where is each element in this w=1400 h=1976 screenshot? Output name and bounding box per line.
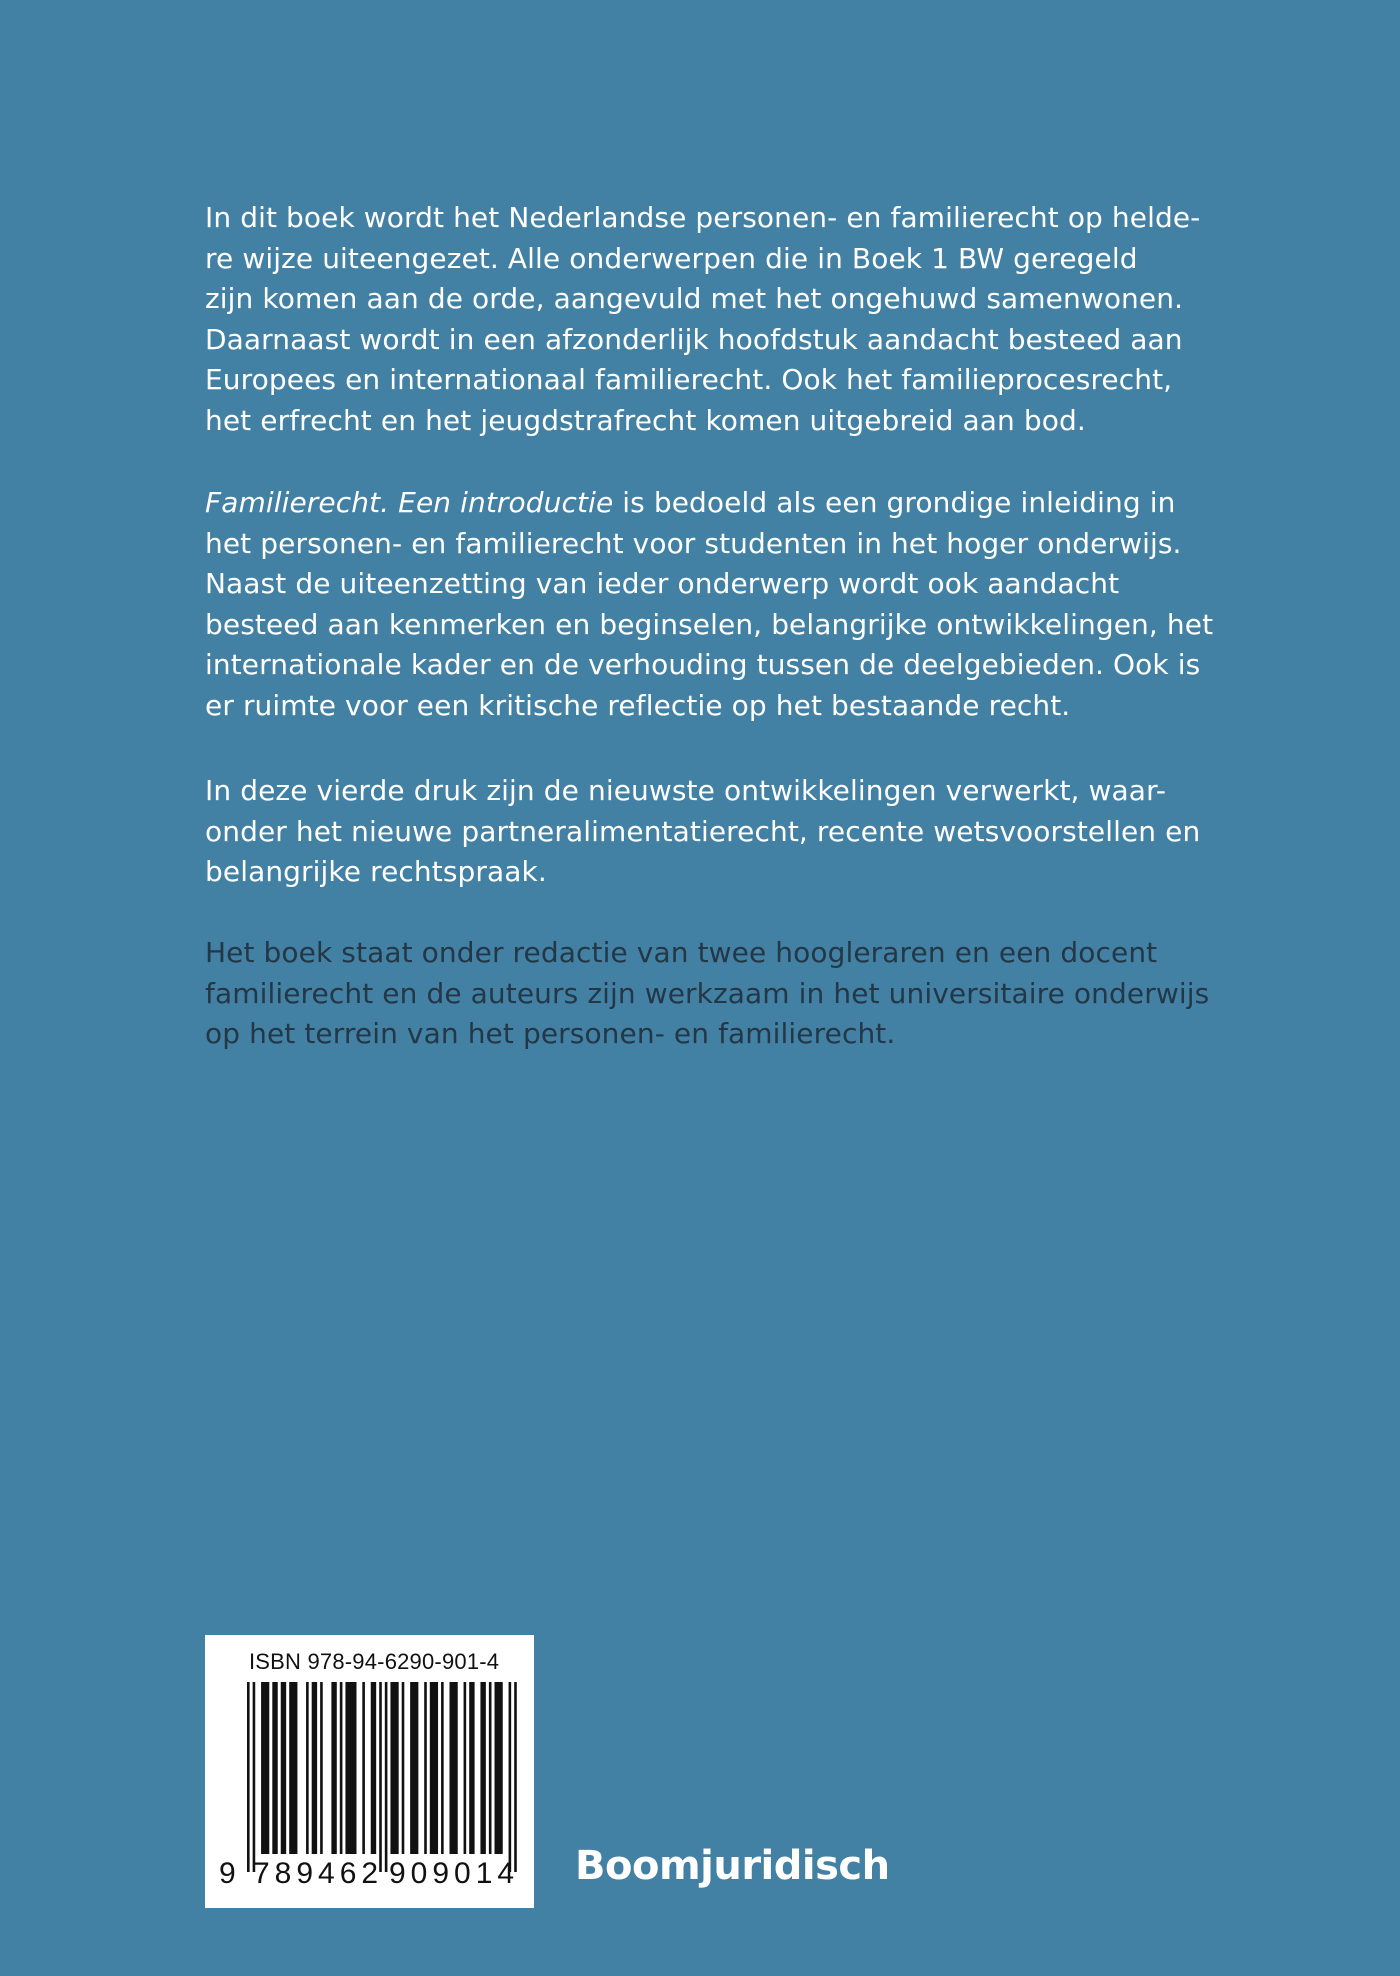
barcode-bar: [261, 1682, 269, 1854]
barcode-bar: [410, 1682, 418, 1854]
blurb-line: belangrijke rechtspraak.: [205, 855, 547, 888]
blurb-line: besteed aan kenmerken en beginselen, belangrijke ontwikkelingen, het: [205, 607, 1214, 641]
blurb-line: het personen- en familierecht voor studenten in het hoger onderwijs.: [205, 526, 1182, 560]
blurb-line: Daarnaast wordt in een afzonderlijk hoofdstuk aandacht besteed aan: [205, 322, 1183, 356]
barcode-bar: [306, 1682, 309, 1854]
barcode-guard-bar: [514, 1682, 517, 1872]
blurb-line: internationale kader en de verhouding tussen de deelgebieden. Ook is: [205, 648, 1201, 681]
barcode-bar: [320, 1682, 323, 1854]
blurb-line: het erfrecht en het jeugdstrafrecht komen uitgebreid aan bod.: [205, 403, 1086, 437]
barcode-guard-bar: [379, 1682, 382, 1872]
barcode-bar: [489, 1682, 492, 1854]
blurb-paragraph-1: [205, 198, 1205, 441]
blurb-line: In deze vierde druk zijn de nieuwste ontwikkelingen verwerkt, waar-: [205, 774, 1167, 807]
barcode-bar: [430, 1682, 438, 1854]
blurb-line: Naast de uiteenzetting van ieder onderwerp wordt ook aandacht: [205, 567, 1120, 600]
blurb-line: familierecht en de auteurs zijn werkzaam in het universitaire onderwijs: [205, 976, 1210, 1010]
blurb-line: zijn komen aan de orde, aangevuld met het ongehuwd samenwonen.: [205, 282, 1184, 315]
blurb-line: Europees en internationaal familierecht. Ook het familieprocesrecht,: [205, 363, 1173, 396]
barcode-bar: [469, 1682, 474, 1854]
barcode-bar: [495, 1682, 503, 1854]
blurb-paragraph-4: [205, 933, 1210, 1055]
blurb-line: [205, 483, 1205, 524]
ean-left-digits: 789462: [253, 1857, 384, 1890]
book-title-italic: Familierecht. Een introductie: [205, 486, 614, 519]
barcode-bar: [424, 1682, 427, 1854]
blurb-line: op het terrein van het personen- en familierecht.: [205, 1017, 896, 1050]
barcode-bar: [272, 1682, 277, 1854]
barcode-guard-bar: [247, 1682, 250, 1872]
barcode-bar: [480, 1682, 485, 1854]
barcode-bar: [345, 1682, 356, 1854]
publisher-logo: Boomjuridisch: [575, 1843, 890, 1889]
isbn-barcode-box: [205, 1635, 534, 1908]
barcode-bar: [402, 1682, 405, 1854]
barcode-bar: [362, 1682, 365, 1854]
blurb-line: Het boek staat onder redactie van twee hoogleraren en een docent: [205, 936, 1158, 969]
blurb-line-rest: is bedoeld als een grondige inleiding in: [613, 486, 1176, 519]
blurb-line: er ruimte voor een kritische reflectie op het bestaande recht.: [205, 688, 1071, 722]
barcode-bar: [281, 1682, 286, 1854]
blurb-paragraph-2: [205, 483, 1214, 726]
barcode-bar: [312, 1682, 317, 1854]
ean-right-digits: 909014: [389, 1857, 520, 1890]
barcode-bar: [340, 1682, 343, 1854]
barcode-bar: [371, 1682, 376, 1854]
isbn-label: ISBN 978-94-6290-901-4: [249, 1649, 500, 1674]
barcode-guard-bar: [253, 1682, 256, 1872]
barcode-guard-bar: [385, 1682, 388, 1872]
ean-first-digit: 9: [219, 1857, 236, 1890]
barcode-bar: [331, 1682, 336, 1854]
barcode-bar: [289, 1682, 297, 1854]
barcode-bar: [390, 1682, 398, 1854]
blurb-line: In dit boek wordt het Nederlandse personen- en familierecht op helde-: [205, 201, 1201, 234]
blurb-line: re wijze uiteengezet. Alle onderwerpen die in Boek 1 BW geregeld: [205, 241, 1138, 275]
barcode-bar: [450, 1682, 458, 1854]
barcode-bar: [464, 1682, 467, 1854]
blurb-paragraph-3: [205, 771, 1205, 893]
blurb-line: onder het nieuwe partneralimentatierecht, recente wetsvoorstellen en: [205, 814, 1201, 848]
barcode-guard-bar: [509, 1682, 512, 1872]
barcode-bar: [441, 1682, 444, 1854]
